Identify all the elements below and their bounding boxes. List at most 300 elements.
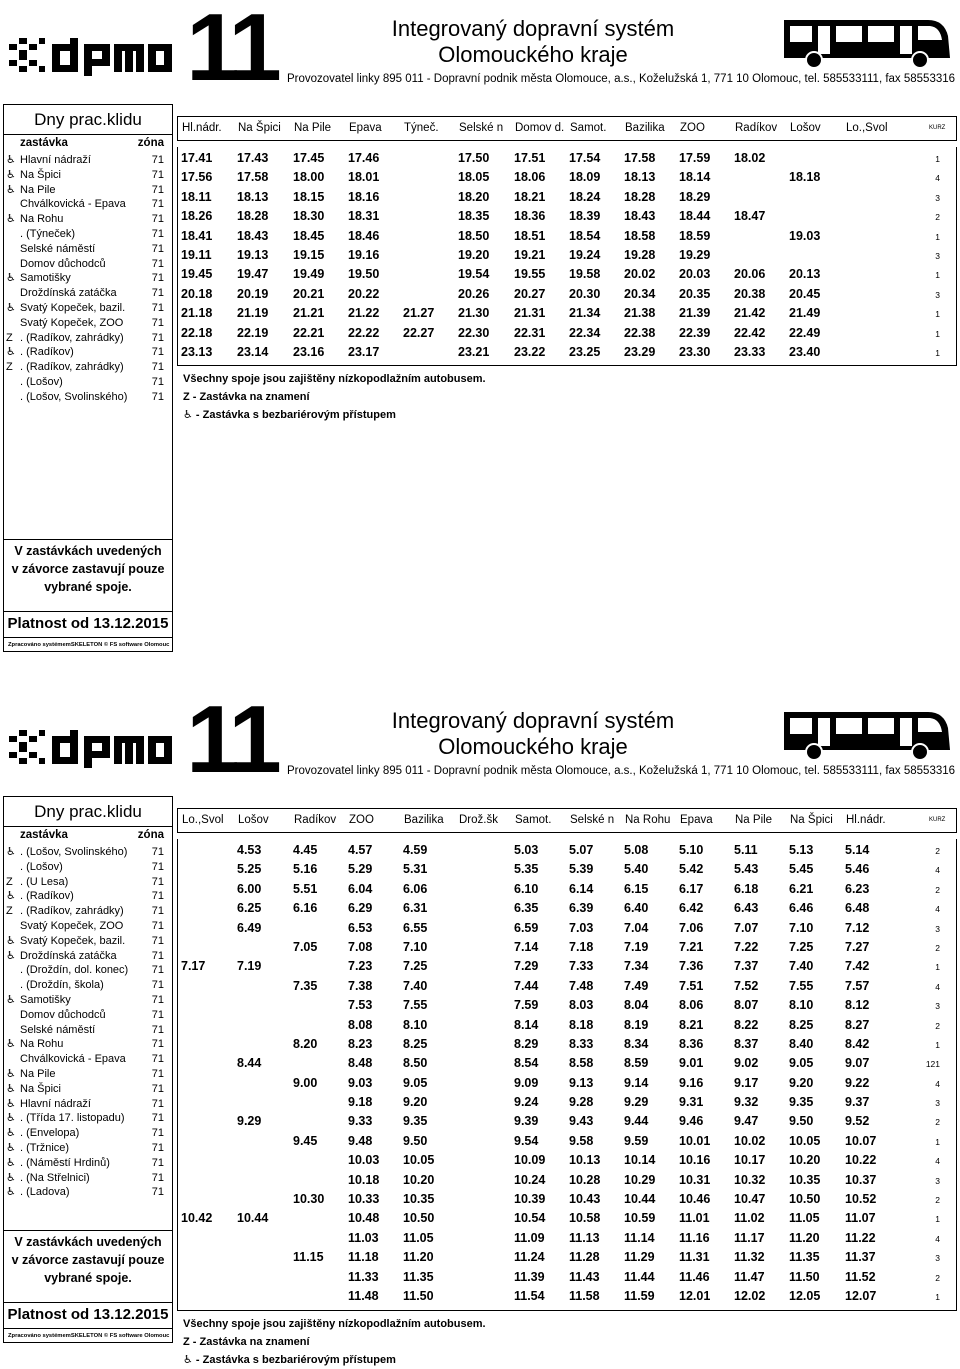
kurz-number: 2 xyxy=(935,212,940,223)
stop-name: . (Ladova) xyxy=(20,1186,70,1199)
departure-time: 7.18 xyxy=(569,939,594,954)
departure-time: 9.59 xyxy=(624,1133,649,1148)
departure-time: 6.15 xyxy=(624,881,649,896)
departure-time: 10.24 xyxy=(514,1172,546,1187)
stop-item xyxy=(4,1082,172,1097)
title-line-2: Olomouckého kraje xyxy=(438,42,628,67)
request-stop-mark: Z xyxy=(6,361,13,374)
departure-time: 18.00 xyxy=(293,170,325,185)
departure-time: 20.18 xyxy=(181,286,213,301)
departure-time: 10.47 xyxy=(734,1192,766,1207)
kurz-number: 4 xyxy=(935,173,940,184)
column-header: Samot. xyxy=(515,814,552,826)
note-line: v závorce zastavují pouze xyxy=(11,1253,165,1267)
departure-time: 10.22 xyxy=(845,1153,877,1168)
stop-zone: 71 xyxy=(151,905,164,918)
wheelchair-icon: ♿ xyxy=(6,993,16,1006)
stop-item xyxy=(4,1185,172,1200)
wheelchair-icon: ♿ xyxy=(6,301,16,314)
departure-time: 10.31 xyxy=(679,1172,711,1187)
departure-time: 21.49 xyxy=(789,306,821,321)
stop-item xyxy=(4,271,172,286)
departure-time: 9.20 xyxy=(403,1095,428,1110)
departure-time: 10.05 xyxy=(789,1133,821,1148)
departure-time: 18.18 xyxy=(789,170,821,185)
departure-time: 10.32 xyxy=(734,1172,766,1187)
kurz-number: 1 xyxy=(935,962,940,973)
departure-time: 7.55 xyxy=(789,978,814,993)
timetable-row xyxy=(178,977,956,996)
departure-time: 9.05 xyxy=(403,1075,428,1090)
timetable-row xyxy=(178,149,956,168)
departure-time: 20.26 xyxy=(458,286,490,301)
departure-time: 7.40 xyxy=(789,959,814,974)
timetable-sheet xyxy=(0,686,960,1366)
departure-time: 11.29 xyxy=(624,1250,655,1265)
stop-zone: 71 xyxy=(151,1053,164,1066)
departure-time: 7.55 xyxy=(403,998,428,1013)
departure-time: 23.22 xyxy=(514,344,546,359)
stop-name: Domov důchodců xyxy=(20,257,106,270)
column-header: Epava xyxy=(349,122,382,134)
departure-time: 10.07 xyxy=(845,1133,877,1148)
departure-time: 9.05 xyxy=(789,1056,814,1071)
stop-name: . (Náměstí Hrdinů) xyxy=(20,1156,110,1169)
timetable-row xyxy=(178,1132,956,1151)
departure-time: 11.43 xyxy=(569,1269,600,1284)
departure-time: 7.08 xyxy=(348,939,373,954)
timetable-row xyxy=(178,1093,956,1112)
departure-time: 20.19 xyxy=(237,286,269,301)
departure-time: 6.10 xyxy=(514,881,539,896)
departure-time: 6.31 xyxy=(403,901,428,916)
departure-time: 9.50 xyxy=(403,1133,428,1148)
departure-time: 7.29 xyxy=(514,959,539,974)
departure-time: 8.58 xyxy=(569,1056,594,1071)
departure-time: 8.21 xyxy=(679,1017,704,1032)
timetable-row xyxy=(178,1229,956,1248)
kurz-number: 4 xyxy=(935,981,940,992)
footnote-text: - Zastávka s bezbariérovým přístupem xyxy=(192,409,396,422)
departure-time: 20.22 xyxy=(348,286,380,301)
departure-time: 17.50 xyxy=(458,151,490,165)
kurz-number: 1 xyxy=(935,347,940,358)
stop-item xyxy=(4,963,172,978)
stop-zone: 71 xyxy=(151,1141,164,1154)
column-header: Epava xyxy=(680,814,713,826)
stop-name: . (Droždín, dol. konec) xyxy=(20,964,129,977)
departure-time: 8.07 xyxy=(734,998,759,1013)
departure-time: 10.05 xyxy=(403,1153,435,1168)
footnote-text: Z - Zastávka na znamení xyxy=(183,1335,310,1348)
stop-zone: 71 xyxy=(151,301,164,314)
stop-zone: 71 xyxy=(151,1127,164,1140)
title-line-1: Integrovaný dopravní systém xyxy=(391,708,675,733)
departure-time: 12.07 xyxy=(845,1288,877,1303)
stop-zone: 71 xyxy=(151,272,164,285)
wheelchair-icon: ♿ xyxy=(6,272,16,285)
timetable-row xyxy=(178,1054,956,1073)
stop-name: Svatý Kopeček, bazil. xyxy=(20,301,126,314)
stop-zone: 71 xyxy=(151,375,164,388)
departure-time: 7.36 xyxy=(679,959,704,974)
kurz-number: 3 xyxy=(935,1253,940,1264)
timetable-row xyxy=(178,938,956,957)
departure-time: 21.30 xyxy=(458,306,490,321)
stop-zone: 71 xyxy=(151,890,164,903)
departure-time: 11.50 xyxy=(789,1269,820,1284)
departure-time: 6.04 xyxy=(348,881,373,896)
stop-item xyxy=(4,197,172,212)
kurz-header: KURZ xyxy=(929,817,946,823)
departure-time: 6.46 xyxy=(789,901,814,916)
kurz-number: 2 xyxy=(935,1195,940,1206)
stop-column-header: zastávka xyxy=(20,829,68,841)
stop-item xyxy=(4,168,172,183)
departure-time: 10.13 xyxy=(569,1153,601,1168)
departure-time: 23.16 xyxy=(293,344,325,359)
departure-time: 8.08 xyxy=(348,1017,373,1032)
departure-time: 19.29 xyxy=(679,247,711,262)
note-line: vybrané spoje. xyxy=(44,1271,132,1285)
departure-time: 9.33 xyxy=(348,1114,373,1129)
departure-time: 11.15 xyxy=(293,1250,324,1265)
stop-name: Svatý Kopeček, ZOO xyxy=(20,919,124,932)
column-header: Lo.,Svol xyxy=(182,814,224,826)
departure-time: 10.18 xyxy=(348,1172,380,1187)
departure-rows xyxy=(177,147,957,366)
departure-time: 17.58 xyxy=(237,170,269,185)
departure-time: 5.45 xyxy=(789,862,814,877)
departure-time: 10.37 xyxy=(845,1172,877,1187)
departure-time: 20.38 xyxy=(734,286,766,301)
stop-name: Na Špici xyxy=(20,168,61,181)
timetable-row xyxy=(178,1171,956,1190)
departure-time: 9.35 xyxy=(789,1095,814,1110)
column-header: Samot. xyxy=(570,122,607,134)
departure-time: 6.55 xyxy=(403,920,428,935)
departure-time: 18.02 xyxy=(734,151,766,165)
departure-time: 20.21 xyxy=(293,286,325,301)
wheelchair-icon: ♿ xyxy=(6,934,16,947)
wheelchair-icon: ♿ xyxy=(6,154,16,166)
departure-time: 5.07 xyxy=(569,843,594,857)
validity-date: Platnost od 13.12.2015 xyxy=(4,611,172,636)
column-header: Bazilika xyxy=(625,122,665,134)
kurz-number: 1 xyxy=(935,1136,940,1147)
stop-zone: 71 xyxy=(151,1112,164,1125)
stop-item xyxy=(4,875,172,890)
departure-time: 10.59 xyxy=(624,1211,656,1226)
departure-time: 6.14 xyxy=(569,881,594,896)
departure-time: 23.33 xyxy=(734,344,766,359)
departure-time: 10.02 xyxy=(734,1133,766,1148)
departure-time: 9.28 xyxy=(569,1095,594,1110)
stop-item xyxy=(4,1171,172,1186)
departure-time: 7.25 xyxy=(789,939,814,954)
stop-list xyxy=(4,845,172,1200)
departure-time: 8.25 xyxy=(403,1036,428,1051)
timetable-row xyxy=(178,1190,956,1209)
departure-time: 11.31 xyxy=(679,1250,710,1265)
departure-time: 18.16 xyxy=(348,189,380,204)
timetable-row xyxy=(178,1287,956,1306)
departure-time: 8.03 xyxy=(569,998,594,1013)
wheelchair-icon: ♿ xyxy=(6,213,16,226)
departure-time: 10.58 xyxy=(569,1211,601,1226)
departure-time: 18.05 xyxy=(458,170,490,185)
stop-zone: 71 xyxy=(151,964,164,977)
timetable-row xyxy=(178,265,956,284)
wheelchair-icon: ♿ xyxy=(6,1171,16,1184)
wheelchair-icon: ♿ xyxy=(6,168,16,181)
departure-time: 9.02 xyxy=(734,1056,759,1071)
departure-time: 18.01 xyxy=(348,170,380,185)
column-header: Týneč. xyxy=(404,122,439,134)
stop-name: Selské náměstí xyxy=(20,1023,96,1036)
departure-time: 5.29 xyxy=(348,862,373,877)
stop-zone: 71 xyxy=(151,1067,164,1080)
departure-time: 9.44 xyxy=(624,1114,649,1129)
departure-time: 19.13 xyxy=(237,247,269,262)
wheelchair-icon: ♿ xyxy=(6,890,16,903)
request-stop-mark: Z xyxy=(6,905,13,918)
stop-name: Na Špici xyxy=(20,1082,61,1095)
departure-time: 20.34 xyxy=(624,286,656,301)
departure-time: 19.45 xyxy=(181,267,213,282)
departure-time: 18.47 xyxy=(734,209,766,224)
stop-item xyxy=(4,227,172,242)
column-header: Selské n xyxy=(459,122,504,134)
departure-time: 9.46 xyxy=(679,1114,704,1129)
departure-time: 8.44 xyxy=(237,1056,262,1071)
departure-time: 7.12 xyxy=(845,920,870,935)
wheelchair-icon: ♿ xyxy=(6,346,16,359)
departure-time: 7.21 xyxy=(679,939,704,954)
kurz-number: 4 xyxy=(935,1078,940,1089)
departure-time: 17.43 xyxy=(237,151,269,165)
departure-time: 18.36 xyxy=(514,209,546,224)
departure-time: 10.30 xyxy=(293,1192,325,1207)
departure-time: 9.20 xyxy=(789,1075,814,1090)
kurz-number: 3 xyxy=(935,192,940,203)
line-number: 11 xyxy=(186,686,276,793)
timetable-row xyxy=(178,168,956,187)
validity-date: Platnost od 13.12.2015 xyxy=(4,1302,172,1327)
departure-time: 6.18 xyxy=(734,881,759,896)
departure-time: 18.59 xyxy=(679,228,711,243)
stop-item xyxy=(4,242,172,257)
departure-time: 9.52 xyxy=(845,1114,870,1129)
departure-time: 7.38 xyxy=(348,978,373,993)
departure-time: 9.14 xyxy=(624,1075,649,1090)
note-line: vybrané spoje. xyxy=(44,580,132,594)
column-header: Hl.nádr. xyxy=(182,122,222,134)
departure-time: 18.39 xyxy=(569,209,601,224)
departure-time: 8.10 xyxy=(403,1017,428,1032)
stop-name: Na Rohu xyxy=(20,213,64,226)
departure-time: 10.44 xyxy=(624,1192,656,1207)
departure-time: 18.13 xyxy=(624,170,656,185)
stop-item xyxy=(4,1037,172,1052)
departure-time: 9.18 xyxy=(348,1095,373,1110)
line-number: 11 xyxy=(186,0,276,101)
stop-name: Droždínská zatáčka xyxy=(20,287,117,300)
stop-name: . (Radíkov, zahrádky) xyxy=(20,331,124,344)
departure-time: 22.31 xyxy=(514,325,546,340)
provider-info: Provozovatel linky 895 011 - Dopravní podnik města Olomouce, a.s., Koželužská 1, 771 10 Olomouc, tel. 585533111, fax 58553316 xyxy=(287,73,956,85)
footnote xyxy=(183,406,396,424)
departure-time: 20.06 xyxy=(734,267,766,282)
stop-name: . (Lošov) xyxy=(20,375,63,388)
departure-time: 5.31 xyxy=(403,862,428,877)
stop-zone: 71 xyxy=(151,227,164,240)
departure-time: 19.15 xyxy=(293,247,325,262)
request-stop-mark: Z xyxy=(6,875,13,888)
bus-icon xyxy=(778,14,954,70)
departure-time: 7.07 xyxy=(734,920,759,935)
footnote xyxy=(183,1333,310,1351)
note-line: v závorce zastavují pouze xyxy=(11,562,165,576)
zone-column-header: zóna xyxy=(137,137,164,149)
stop-name: Droždínská zatáčka xyxy=(20,949,117,962)
timetable-row xyxy=(178,227,956,246)
kurz-number: 4 xyxy=(935,1233,940,1244)
column-header: Drož.šk xyxy=(459,814,498,826)
stop-name: Svatý Kopeček, bazil. xyxy=(20,934,126,947)
departure-time: 11.52 xyxy=(845,1269,876,1284)
kurz-number: 2 xyxy=(935,884,940,895)
timetable-row xyxy=(178,860,956,879)
departure-time: 7.14 xyxy=(514,939,539,954)
departure-time: 7.19 xyxy=(237,959,262,974)
departure-time: 8.12 xyxy=(845,998,870,1013)
departure-time: 23.30 xyxy=(679,344,711,359)
departure-time: 17.51 xyxy=(514,151,546,165)
departure-time: 11.59 xyxy=(624,1288,655,1303)
stop-item xyxy=(4,919,172,934)
departure-time: 22.22 xyxy=(348,325,380,340)
stop-item xyxy=(4,1023,172,1038)
departure-time: 6.23 xyxy=(845,881,870,896)
departure-time: 10.33 xyxy=(348,1192,380,1207)
timetable-row xyxy=(178,1035,956,1054)
departure-time: 18.50 xyxy=(458,228,490,243)
departure-time: 9.07 xyxy=(845,1056,870,1071)
stop-item xyxy=(4,845,172,860)
departure-time: 6.42 xyxy=(679,901,704,916)
wheelchair-icon: ♿ xyxy=(6,1127,16,1140)
kurz-number: 1 xyxy=(935,231,940,242)
stop-name: . (Radíkov, zahrádky) xyxy=(20,361,124,374)
departure-time: 8.04 xyxy=(624,998,649,1013)
departure-time: 10.42 xyxy=(181,1211,213,1226)
sheet-header xyxy=(0,0,960,100)
departure-time: 5.46 xyxy=(845,862,870,877)
departure-time: 18.09 xyxy=(569,170,601,185)
stop-name: . (Týneček) xyxy=(20,227,76,240)
departure-time: 6.17 xyxy=(679,881,704,896)
departure-time: 18.58 xyxy=(624,228,656,243)
departure-time: 19.28 xyxy=(624,247,656,262)
departure-time: 7.05 xyxy=(293,939,318,954)
departure-time: 5.11 xyxy=(734,843,758,857)
stop-name: . (Radíkov) xyxy=(20,346,74,359)
departure-time: 22.18 xyxy=(181,325,213,340)
departure-time: 18.14 xyxy=(679,170,711,185)
column-header: Lo.,Svol xyxy=(846,122,888,134)
stop-item xyxy=(4,183,172,198)
departure-time: 7.34 xyxy=(624,959,649,974)
stop-item xyxy=(4,331,172,346)
departure-time: 22.49 xyxy=(789,325,821,340)
stop-name: . (Tržnice) xyxy=(20,1141,70,1154)
footnote xyxy=(183,1351,396,1369)
departure-time: 7.22 xyxy=(734,939,759,954)
departure-time: 9.54 xyxy=(514,1133,539,1148)
departure-time: 7.23 xyxy=(348,959,373,974)
departure-time: 8.18 xyxy=(569,1017,594,1032)
departure-time: 20.02 xyxy=(624,267,656,282)
departure-time: 22.21 xyxy=(293,325,325,340)
departure-time: 11.46 xyxy=(679,1269,710,1284)
timetable-row xyxy=(178,1248,956,1267)
departure-time: 8.22 xyxy=(734,1017,759,1032)
departure-time: 11.01 xyxy=(679,1211,710,1226)
departure-time: 19.47 xyxy=(237,267,269,282)
departure-time: 5.25 xyxy=(237,862,262,877)
stop-zone: 71 xyxy=(151,1038,164,1051)
departure-time: 18.44 xyxy=(679,209,711,224)
departure-time: 7.37 xyxy=(734,959,759,974)
departure-time: 19.49 xyxy=(293,267,325,282)
kurz-number: 4 xyxy=(935,865,940,876)
stop-item xyxy=(4,1052,172,1067)
stop-item xyxy=(4,257,172,272)
wheelchair-icon: ♿ xyxy=(6,949,16,962)
stop-zone: 71 xyxy=(151,1186,164,1199)
stop-name: Svatý Kopeček, ZOO xyxy=(20,316,124,329)
departure-time: 11.03 xyxy=(348,1230,379,1245)
system-title xyxy=(288,16,778,68)
departure-time: 9.03 xyxy=(348,1075,373,1090)
departure-time: 21.18 xyxy=(181,306,213,321)
departure-time: 6.59 xyxy=(514,920,539,935)
departure-time: 9.29 xyxy=(237,1114,262,1129)
stop-zone: 71 xyxy=(151,949,164,962)
departure-time: 10.28 xyxy=(569,1172,601,1187)
departure-time: 5.03 xyxy=(514,843,539,857)
footnote-text: Všechny spoje jsou zajištěny nízkopodlažním autobusem. xyxy=(183,1317,486,1330)
stop-zone: 71 xyxy=(151,1008,164,1021)
departure-time: 5.42 xyxy=(679,862,704,877)
wheelchair-icon: ♿ xyxy=(6,1186,16,1199)
wheelchair-icon: ♿ xyxy=(6,1038,16,1051)
stop-item xyxy=(4,153,172,168)
departure-time: 4.59 xyxy=(403,843,428,857)
kurz-header: KURZ xyxy=(929,125,946,131)
stop-item xyxy=(4,889,172,904)
departure-time: 10.52 xyxy=(845,1192,877,1207)
departure-time: 11.09 xyxy=(514,1230,545,1245)
departure-time: 18.46 xyxy=(348,228,380,243)
departure-time: 20.27 xyxy=(514,286,546,301)
kurz-number: 1 xyxy=(935,1039,940,1050)
request-stop-mark: Z xyxy=(6,331,13,344)
departure-time: 11.48 xyxy=(348,1288,379,1303)
departure-time: 7.03 xyxy=(569,920,594,935)
departure-time: 22.38 xyxy=(624,325,656,340)
